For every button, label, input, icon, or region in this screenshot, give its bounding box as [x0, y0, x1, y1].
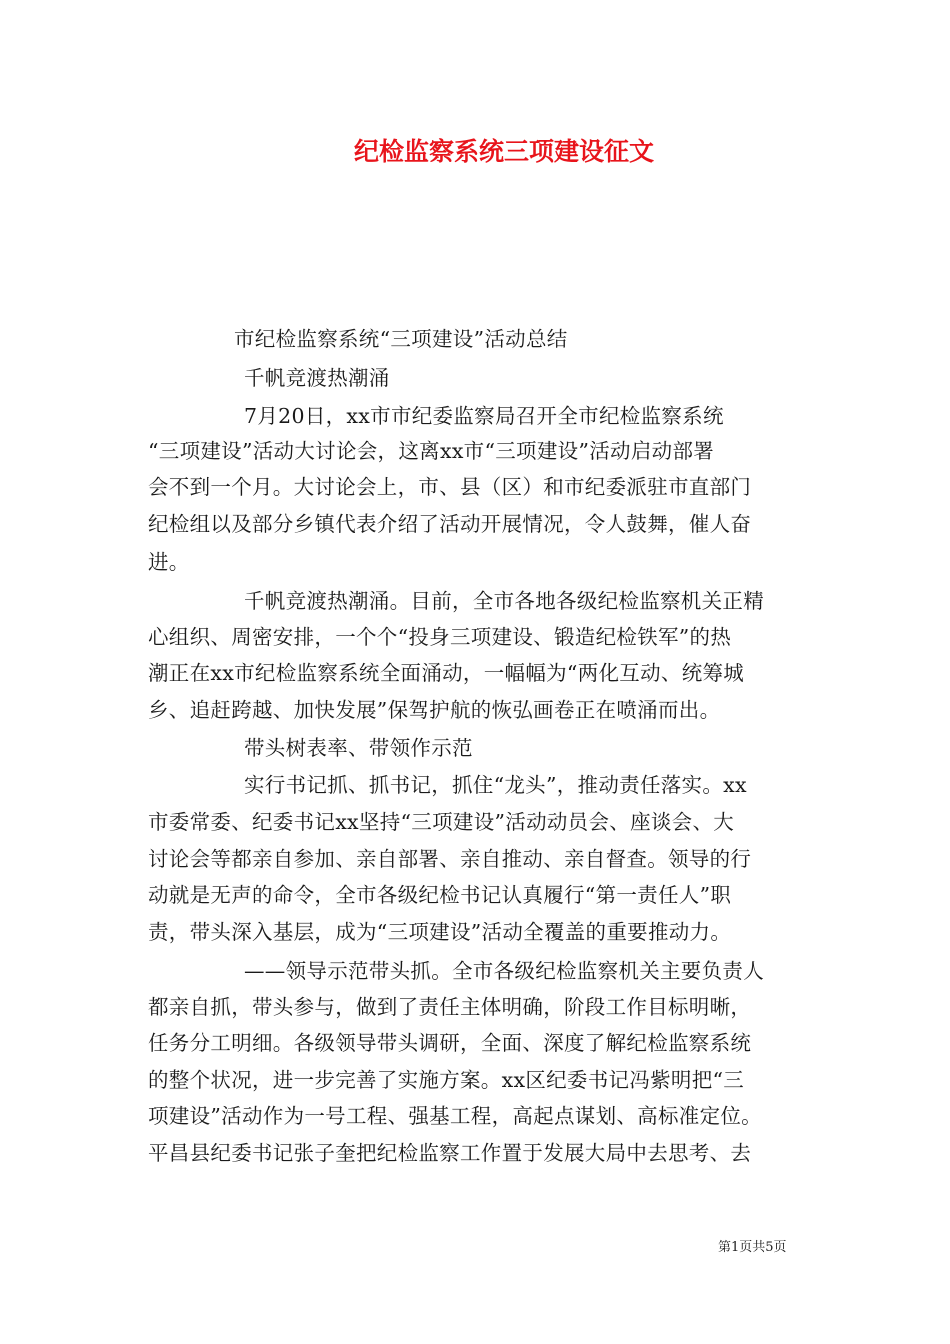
body-line: 市委常委、纪委书记xx坚持“三项建设”活动动员会、座谈会、大 — [148, 810, 735, 834]
body-line: 纪检组以及部分乡镇代表介绍了活动开展情况，令人鼓舞，催人奋 — [148, 512, 752, 536]
body-line: 任务分工明细。各级领导带头调研，全面、深度了解纪检监察系统 — [148, 1031, 752, 1055]
body-line: 乡、追赶跨越、加快发展”保驾护航的恢弘画卷正在喷涌而出。 — [148, 698, 721, 722]
document-title: 纪检监察系统三项建设征文 — [353, 137, 654, 166]
page-number: 第1页共5页 — [718, 1240, 787, 1255]
body-line: 责，带头深入基层，成为“三项建设”活动全覆盖的重要推动力。 — [148, 920, 732, 944]
body-line: “三项建设”活动大讨论会，这离xx市“三项建设”活动启动部署 — [148, 439, 715, 463]
body-line: 千帆竞渡热潮涌。目前，全市各地各级纪检监察机关正精 — [244, 589, 764, 613]
body-line: 千帆竞渡热潮涌 — [244, 366, 390, 390]
body-line: 讨论会等都亲自参加、亲自部署、亲自推动、亲自督查。领导的行 — [148, 847, 752, 871]
body-line: 实行书记抓、抓书记，抓住“龙头”，推动责任落实。xx — [244, 773, 747, 797]
body-line: 心组织、周密安排，一个个“投身三项建设、锻造纪检铁军”的热 — [148, 625, 732, 649]
body-line: 潮正在xx市纪检监察系统全面涌动，一幅幅为“两化互动、统筹城 — [148, 661, 745, 685]
body-line: 进。 — [148, 550, 190, 574]
body-line: 动就是无声的命令，全市各级纪检书记认真履行“第一责任人”职 — [148, 883, 732, 907]
body-line: 市纪检监察系统“三项建设”活动总结 — [234, 327, 568, 351]
body-line: 的整个状况，进一步完善了实施方案。xx区纪委书记冯紫明把“三 — [148, 1068, 745, 1092]
body-line: 7月20日，xx市市纪委监察局召开全市纪检监察系统 — [244, 404, 724, 428]
body-line: 会不到一个月。大讨论会上，市、县（区）和市纪委派驻市直部门 — [148, 475, 752, 499]
body-line: 项建设”活动作为一号工程、强基工程，高起点谋划、高标准定位。 — [148, 1104, 762, 1128]
body-line: 平昌县纪委书记张子奎把纪检监察工作置于发展大局中去思考、去 — [148, 1141, 752, 1165]
body-line: ——领导示范带头抓。全市各级纪检监察机关主要负责人 — [244, 959, 764, 983]
body-line: 带头树表率、带领作示范 — [244, 736, 473, 760]
body-line: 都亲自抓，带头参与，做到了责任主体明确，阶段工作目标明晰， — [148, 995, 752, 1019]
